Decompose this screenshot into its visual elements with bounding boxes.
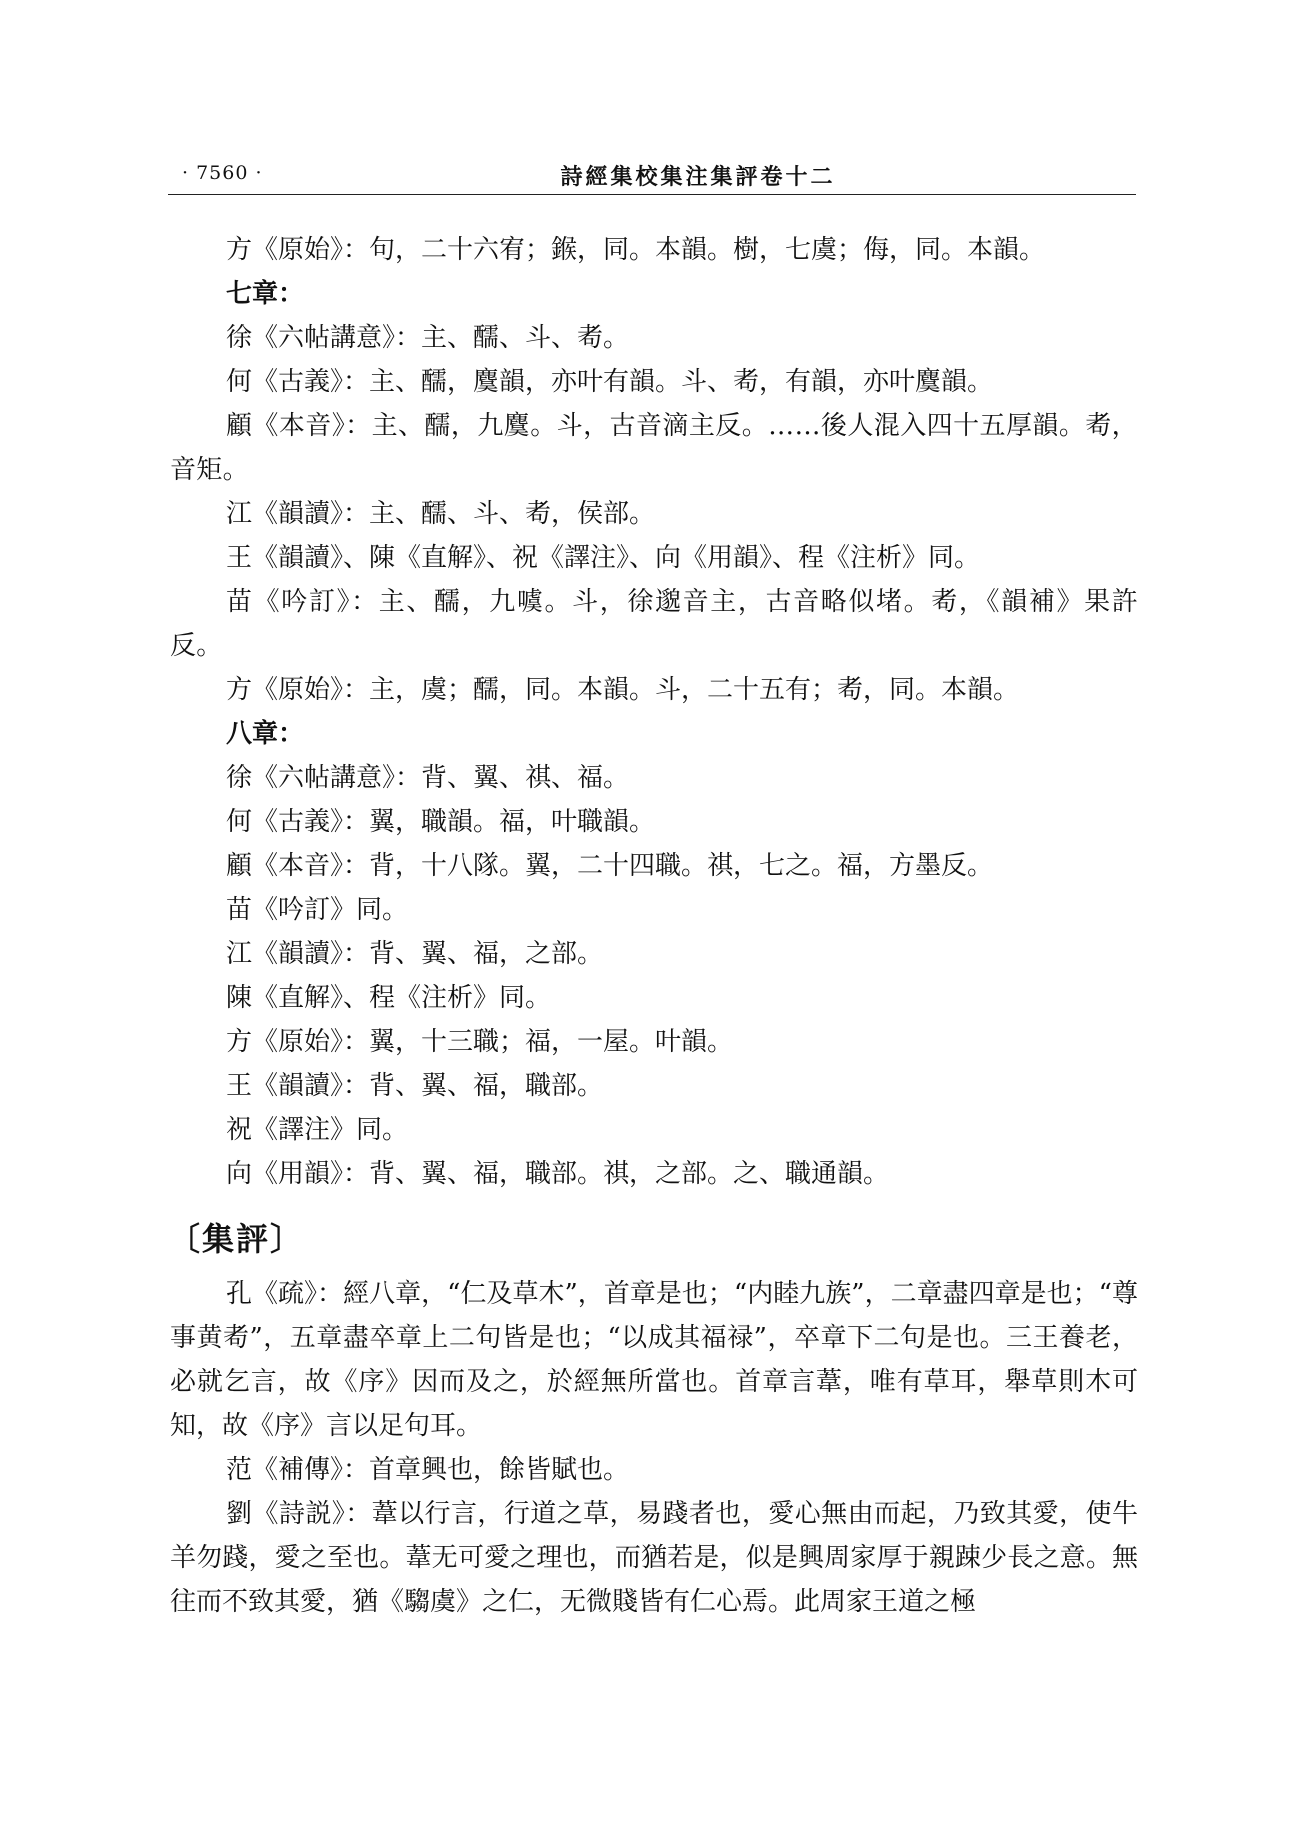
commentary-paragraph: 孔《疏》：經八章，“仁及草木”，首章是也；“内睦九族”，二章盡四章是也；“尊事黄耇”，五章盡卒章上二句皆是也；“以成其福禄”，卒章下二句是也。三王養老，必就乞言，故《序》因而及之，於經無所當也。首章言葦，唯有草耳，舉草則木可知，故《序》言以足句耳。 [170, 1279, 1138, 1441]
rhyme-note: 江《韻讀》：背、翼、福，之部。 [226, 939, 604, 969]
rhyme-note: 何《古義》：翼，職韻。福，叶職韻。 [226, 807, 656, 837]
rhyme-note: 顧《本音》：背，十八隊。翼，二十四職。祺，七之。福，方墨反。 [226, 851, 994, 881]
rhyme-note: 苗《吟訂》同。 [226, 895, 409, 925]
section-title: 〔集評〕 [168, 1220, 305, 1258]
stanza-heading-7: 七章： [226, 279, 305, 309]
rhyme-note: 何《古義》：主、醹，麌韻，亦叶有韻。斗、耇，有韻，亦叶麌韻。 [226, 367, 994, 397]
rhyme-note: 王《韻讀》：背、翼、福，職部。 [226, 1071, 604, 1101]
rhyme-note: 江《韻讀》：主、醹、斗、耇，侯部。 [226, 499, 656, 529]
running-title: 詩經集校集注集評卷十二 [560, 164, 836, 190]
page-body [170, 228, 1138, 1624]
rhyme-note: 祝《譯注》同。 [226, 1115, 409, 1145]
rhyme-note: 王《韻讀》、陳《直解》、祝《譯注》、向《用韻》、程《注析》同。 [226, 543, 981, 573]
rhyme-note: 顧《本音》：主、醹，九麌。斗，古音滴主反。……後人混入四十五厚韻。耇，音矩。 [170, 411, 1138, 485]
rhyme-note: 向《用韻》：背、翼、福，職部。祺，之部。之、職通韻。 [226, 1159, 890, 1189]
commentary-paragraph: 劉《詩説》：葦以行言，行道之草，易踐者也，愛心無由而起，乃致其愛，使牛羊勿踐，愛之至也。葦无可愛之理也，而猶若是，似是興周家厚于親踈少長之意。無往而不致其愛，猶《騶虞》之仁，无微賤皆有仁心焉。此周家王道之極 [170, 1499, 1138, 1617]
page-header [168, 158, 1136, 194]
rhyme-note: 徐《六帖講意》：背、翼、祺、福。 [226, 763, 630, 793]
stanza-heading-8: 八章： [226, 719, 305, 749]
rhyme-note: 方《原始》：主，虞；醹，同。本韻。斗，二十五有；耇，同。本韻。 [226, 675, 1020, 705]
rhyme-note: 徐《六帖講意》：主、醹、斗、耇。 [226, 323, 630, 353]
page-number: · 7560 · [182, 162, 263, 184]
rhyme-note: 陳《直解》、程《注析》同。 [226, 983, 552, 1013]
rhyme-note: 苗《吟訂》：主、醹，九噳。斗，徐邈音主，古音略似堵。耇，《韻補》果許反。 [170, 587, 1138, 661]
rhyme-note: 方《原始》：翼，十三職；福，一屋。叶韻。 [226, 1027, 734, 1057]
header-rule [168, 194, 1136, 195]
commentary-paragraph: 范《補傳》：首章興也，餘皆賦也。 [226, 1455, 630, 1485]
rhyme-note: 方《原始》：句，二十六宥；鍭，同。本韻。樹，七虞；侮，同。本韻。 [226, 235, 1046, 265]
